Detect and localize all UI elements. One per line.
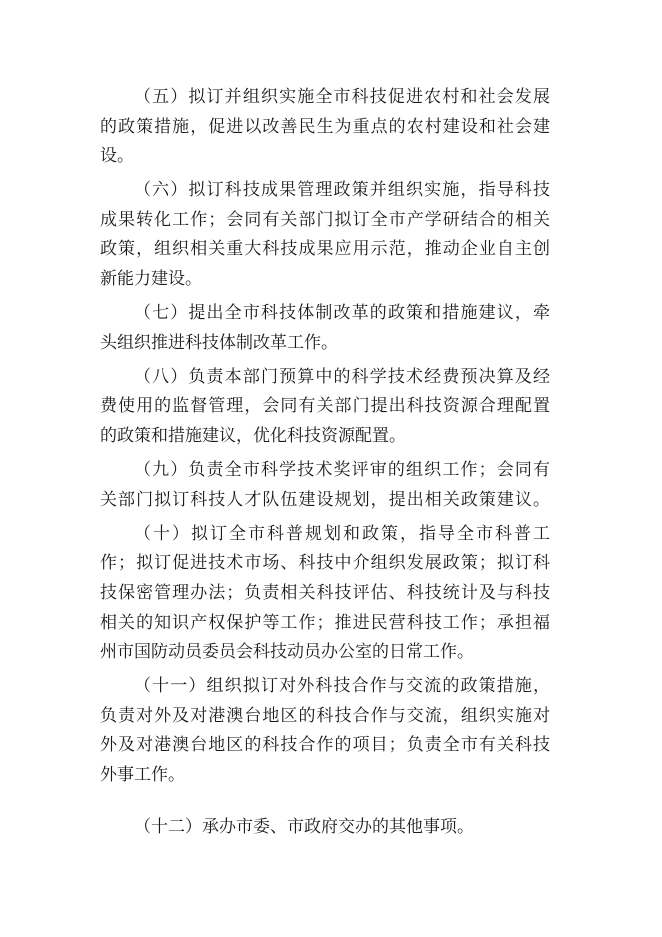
paragraph-line: 费使用的监督管理，会同有关部门提出科技资源合理配置 — [100, 396, 550, 417]
paragraph-line: 成果转化工作；会同有关部门拟订全市产学研结合的相关 — [100, 209, 550, 230]
duty-item-7 — [100, 299, 550, 358]
paragraph-line: 设。 — [100, 146, 134, 167]
duty-item-10 — [100, 520, 550, 668]
duty-item-12 — [100, 813, 550, 843]
paragraph-line: （十）拟订全市科普规划和政策，指导全市科普工 — [134, 523, 550, 544]
paragraph-line: （六）拟订科技成果管理政策并组织实施，指导科技 — [134, 180, 550, 201]
duty-item-9 — [100, 456, 550, 515]
paragraph-line: 外事工作。 — [100, 765, 185, 786]
paragraph-line: 的政策措施，促进以改善民生为重点的农村建设和社会建 — [100, 116, 550, 137]
paragraph-line: （十二）承办市委、市政府交办的其他事项。 — [134, 816, 474, 837]
paragraph-line: 头组织推进科技体制改革工作。 — [100, 332, 338, 353]
paragraph-line: 州市国防动员委员会科技动员办公室的日常工作。 — [100, 642, 474, 663]
duty-item-11 — [100, 672, 550, 790]
paragraph-line: 技保密管理办法；负责相关科技评估、科技统计及与科技 — [100, 583, 550, 603]
paragraph-line: 相关的知识产权保护等工作；推进民营科技工作；承担福 — [100, 612, 550, 633]
duty-item-6 — [100, 176, 550, 294]
paragraph-line: 的政策和措施建议，优化科技资源配置。 — [100, 426, 406, 447]
paragraph-line: （七）提出全市科技体制改革的政策和措施建议，牵 — [134, 303, 550, 324]
paragraph-line: 作；拟订促进技术市场、科技中介组织发展政策；拟订科 — [100, 553, 550, 574]
duty-item-5 — [100, 83, 550, 172]
document-body — [100, 83, 550, 847]
paragraph-line: 政策，组织相关重大科技成果应用示范，推动企业自主创 — [100, 239, 550, 260]
paragraph-line: 新能力建设。 — [100, 269, 202, 290]
paragraph-line: （八）负责本部门预算中的科学技术经费预决算及经 — [134, 366, 550, 387]
paragraph-line: （十一）组织拟订对外科技合作与交流的政策措施， — [134, 676, 550, 697]
paragraph-line: （九）负责全市科学技术奖评审的组织工作；会同有 — [134, 460, 550, 481]
duty-item-8 — [100, 363, 550, 452]
paragraph-line: 负责对外及对港澳台地区的科技合作与交流，组织实施对 — [100, 705, 550, 726]
paragraph-line: （五）拟订并组织实施全市科技促进农村和社会发展 — [134, 87, 550, 107]
paragraph-line: 外及对港澳台地区的科技合作的项目；负责全市有关科技 — [100, 735, 550, 756]
paragraph-line: 关部门拟订科技人才队伍建设规划，提出相关政策建议。 — [100, 489, 550, 510]
